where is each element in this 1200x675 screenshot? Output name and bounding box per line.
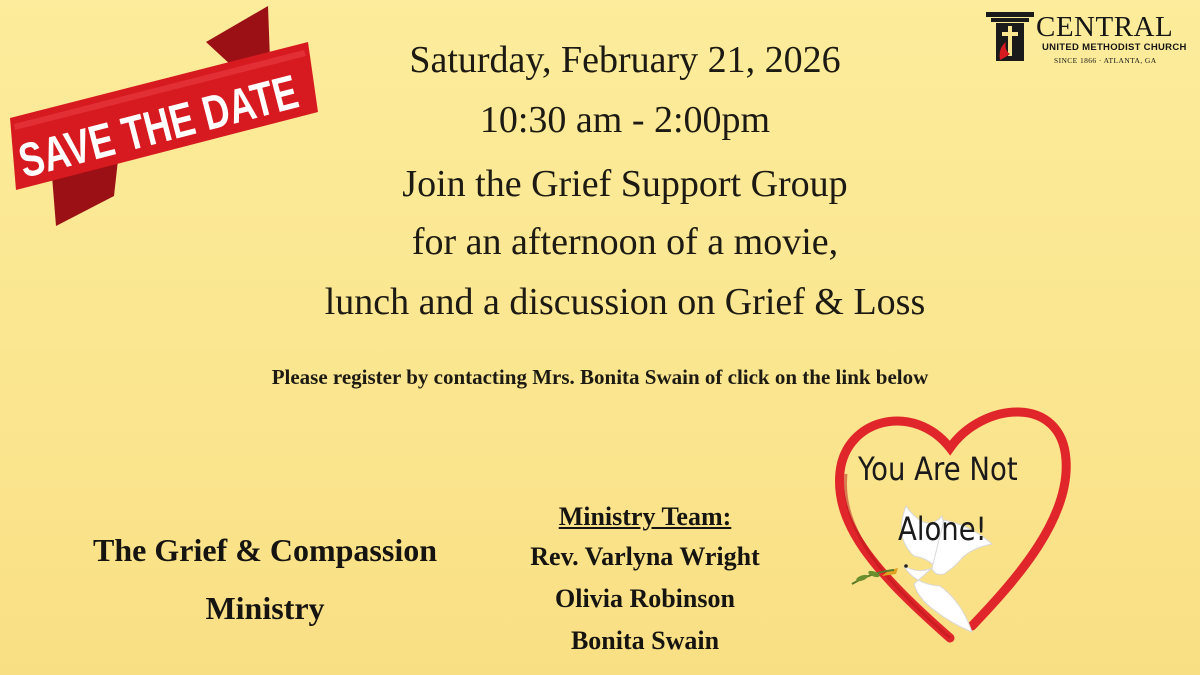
- church-subtitle: UNITED METHODIST CHURCH: [1042, 42, 1187, 53]
- registration-note: Please register by contacting Mrs. Bonita Swain of click on the link below: [271, 365, 929, 389]
- event-line-1: Join the Grief Support Group: [402, 163, 848, 205]
- event-date: Saturday, February 21, 2026: [409, 39, 841, 81]
- church-since: SINCE 1866 · ATLANTA, GA: [1054, 56, 1157, 65]
- heart-text-line-1: You Are Not: [858, 450, 1018, 488]
- ministry-team-heading: Ministry Team:: [558, 502, 732, 531]
- ministry-name-line-2: Ministry: [205, 590, 325, 626]
- event-line-3: lunch and a discussion on Grief & Loss: [324, 281, 926, 323]
- heart-text-line-2: Alone!: [898, 510, 987, 548]
- event-line-2: for an afternoon of a movie,: [411, 221, 839, 263]
- team-member: Rev. Varlyna Wright: [530, 542, 760, 571]
- save-the-date-label: SAVE THE DATE: [13, 42, 392, 189]
- team-member: Bonita Swain: [570, 626, 720, 655]
- team-member: Olivia Robinson: [555, 584, 735, 613]
- event-time: 10:30 am - 2:00pm: [479, 99, 771, 141]
- church-name: CENTRAL: [1036, 11, 1174, 43]
- ministry-name-line-1: The Grief & Compassion: [93, 532, 437, 568]
